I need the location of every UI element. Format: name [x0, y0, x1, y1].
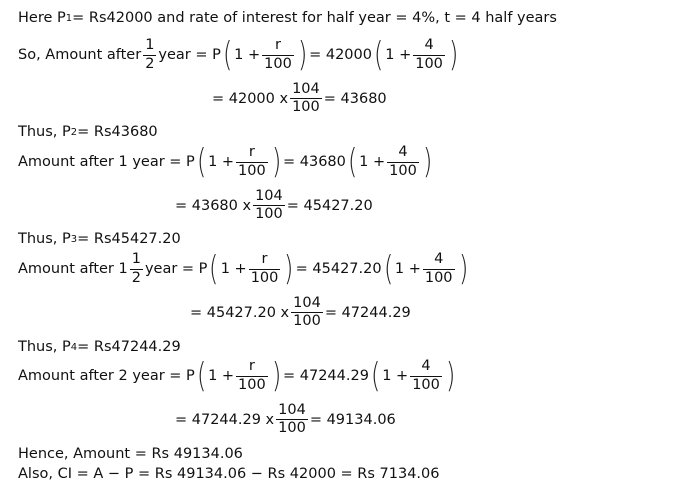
subscript: 3 — [70, 233, 78, 245]
parenthesis: ( — [373, 35, 384, 75]
math-text: 1 + — [359, 154, 386, 170]
four-over-100-fraction — [413, 38, 445, 71]
fraction-denominator: 100 — [250, 269, 279, 286]
half-fraction — [130, 252, 143, 285]
fraction-denominator: 100 — [278, 420, 306, 437]
parenthesis: ( — [347, 142, 358, 182]
fraction-numerator: 104 — [292, 81, 320, 97]
final-amount-line — [18, 446, 243, 462]
fraction-denominator: 100 — [293, 313, 321, 330]
parenthesized-expression — [221, 35, 309, 75]
math-text: 1 + — [234, 47, 261, 63]
p1-subscript: 1 — [65, 12, 73, 24]
fraction-numerator: 4 — [424, 37, 434, 54]
compound-interest-line — [18, 466, 439, 482]
math-text: 1 + — [208, 368, 235, 384]
fraction-numerator: r — [261, 251, 268, 268]
math-text: = 47244.29 x — [175, 411, 275, 428]
math-text: Thus, P — [18, 231, 71, 247]
parenthesis: ) — [297, 35, 308, 75]
amount-1-year-formula — [18, 142, 434, 182]
parenthesis: ) — [271, 356, 282, 396]
parenthesis: ) — [458, 249, 468, 289]
parenthesis: ( — [222, 35, 233, 75]
parenthesis: ) — [284, 249, 294, 289]
fraction-numerator: 104 — [278, 402, 306, 418]
fraction — [387, 145, 419, 178]
math-text: = 43680 — [283, 154, 346, 170]
math-text: 1 + — [220, 261, 247, 277]
fraction-denominator: 2 — [131, 269, 141, 286]
fraction-numerator: r — [275, 37, 281, 54]
fraction-denominator: 100 — [255, 206, 283, 223]
fraction-numerator: 104 — [255, 188, 283, 204]
parenthesis: ( — [196, 356, 207, 396]
math-text: Also, CI = A − P = Rs 49134.06 − Rs 42000 = Rs 7134.06 — [18, 466, 440, 482]
parenthesis: ( — [209, 249, 219, 289]
math-text: 1 + — [394, 261, 421, 277]
parenthesized-expression — [382, 249, 470, 289]
fraction — [249, 252, 281, 285]
math-text: = Rs45427.20 — [77, 231, 181, 247]
math-text: Thus, P — [18, 339, 71, 355]
fraction-denominator: 100 — [238, 376, 266, 393]
given-values-line — [18, 10, 557, 26]
subscript: 2 — [70, 126, 78, 138]
formula-prefix: So, Amount after — [18, 47, 142, 63]
math-text: Amount after 1 — [18, 261, 128, 277]
amount-half-year-formula — [18, 35, 460, 75]
fraction-denominator: 100 — [389, 162, 417, 179]
parenthesized-expression — [195, 356, 283, 396]
amount-2-year-calc — [175, 403, 396, 436]
math-text: Hence, Amount = Rs 49134.06 — [18, 446, 243, 462]
math-text: Thus, P — [18, 124, 71, 140]
calc-prefix: = 42000 x — [212, 90, 289, 107]
fraction — [253, 189, 285, 222]
fraction — [276, 403, 308, 436]
parenthesis: ) — [445, 356, 456, 396]
fraction-numerator: r — [248, 358, 255, 375]
p2-line — [18, 124, 158, 140]
amount-2-year-formula — [18, 356, 457, 396]
p4-line — [18, 339, 181, 355]
fraction-numerator: 1 — [131, 251, 141, 268]
fraction-denominator: 2 — [145, 55, 155, 72]
fraction — [423, 252, 455, 285]
calc-result: = 43680 — [323, 90, 387, 107]
given-text: Here P — [18, 10, 66, 26]
fraction-numerator: 4 — [398, 144, 408, 161]
parenthesized-expression — [195, 142, 283, 182]
parenthesized-expression — [346, 142, 434, 182]
amount-1-half-year-formula — [18, 249, 470, 289]
amount-half-year-calc — [212, 82, 387, 115]
amount-1-year-calc — [175, 189, 373, 222]
math-text: = 45427.20 — [286, 197, 373, 214]
r-over-100-fraction — [262, 38, 294, 71]
parenthesis: ) — [448, 35, 459, 75]
math-text: Amount after 1 year = P — [18, 154, 195, 170]
math-text: = 49134.06 — [309, 411, 396, 428]
parenthesized-expression — [207, 249, 295, 289]
math-text: = 43680 x — [175, 197, 252, 214]
math-text: = 47244.29 — [324, 304, 411, 321]
fraction — [291, 296, 323, 329]
fraction-denominator: 100 — [292, 99, 320, 116]
math-text: = Rs43680 — [77, 124, 158, 140]
math-text: = 45427.20 — [295, 261, 382, 277]
math-text: 1 + — [385, 47, 412, 63]
math-text: = Rs47244.29 — [77, 339, 181, 355]
fraction-denominator: 100 — [415, 55, 443, 72]
fraction-numerator: 4 — [421, 358, 431, 375]
parenthesis: ( — [370, 356, 381, 396]
fraction-numerator: 1 — [145, 37, 155, 54]
fraction-denominator: 100 — [424, 269, 453, 286]
parenthesis: ( — [383, 249, 393, 289]
parenthesis: ( — [196, 142, 207, 182]
fraction — [236, 145, 268, 178]
fraction-numerator: 4 — [434, 251, 444, 268]
parenthesized-expression — [369, 356, 457, 396]
fraction-denominator: 100 — [238, 162, 266, 179]
math-text: = 47244.29 — [283, 368, 369, 384]
math-text: Amount after 2 year = P — [18, 368, 195, 384]
half-fraction — [143, 38, 156, 71]
parenthesized-expression — [372, 35, 460, 75]
fraction-denominator: 100 — [412, 376, 440, 393]
parenthesis: ) — [422, 142, 433, 182]
fraction — [410, 359, 442, 392]
104-over-100-fraction — [290, 82, 322, 115]
math-text: 1 + — [382, 368, 409, 384]
fraction-denominator: 100 — [264, 55, 292, 72]
fraction-numerator: r — [248, 144, 255, 161]
p3-line — [18, 231, 181, 247]
fraction-numerator: 104 — [293, 295, 321, 311]
math-text: = 45427.20 x — [190, 304, 290, 321]
math-text: 1 + — [208, 154, 235, 170]
subscript: 4 — [70, 341, 78, 353]
formula-mid: year = P — [158, 47, 221, 63]
math-text: year = P — [144, 261, 208, 277]
parenthesis: ) — [271, 142, 282, 182]
given-text-rest: = Rs42000 and rate of interest for half year = 4%, t = 4 half years — [72, 10, 557, 26]
amount-1-half-year-calc — [190, 296, 411, 329]
fraction — [236, 359, 268, 392]
formula-base: = 42000 — [309, 47, 372, 63]
